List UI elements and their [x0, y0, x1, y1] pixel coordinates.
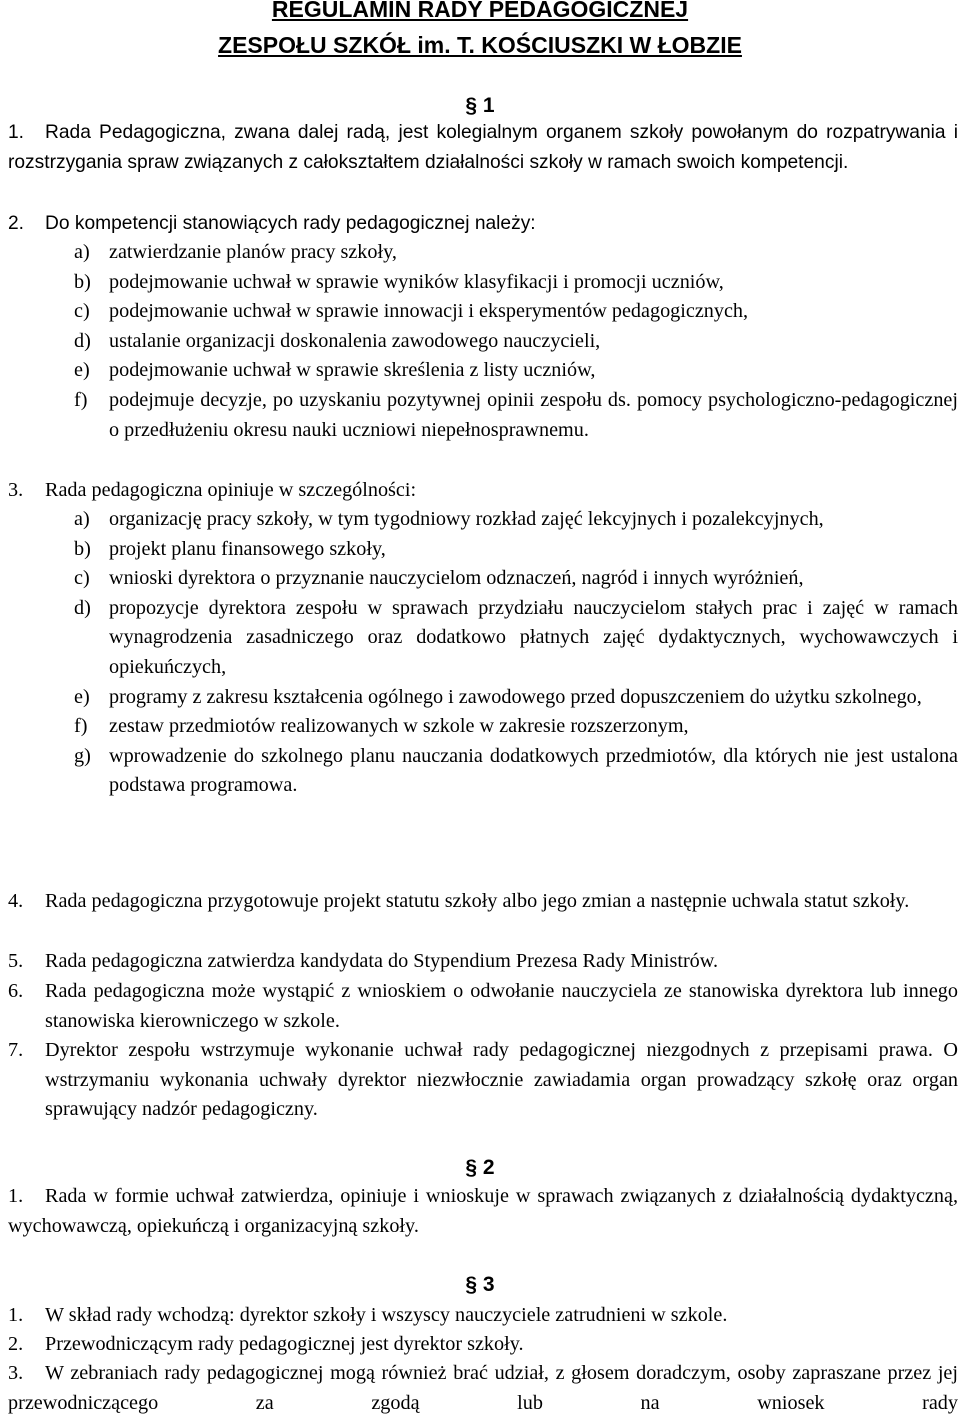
list-letter: g) [74, 744, 91, 767]
paragraph-3-1 [8, 1301, 958, 1331]
paragraph-1-3-list [8, 505, 958, 801]
list-text: podejmowanie uchwał w sprawie innowacji i eksperymentów pedagogicznych, [109, 300, 749, 323]
paragraph-text: Rada pedagogiczna opiniuje w szczególności: [45, 479, 417, 501]
list-text: wnioski dyrektora o przyznanie nauczycielom odznaczeń, nagród i innych wyróżnień, [109, 567, 804, 590]
list-text: zatwierdzanie planów pracy szkoły, [109, 241, 397, 263]
list-item [45, 594, 958, 683]
paragraph-3-2 [8, 1330, 958, 1360]
list-text: podejmowanie uchwał w sprawie skreślenia z listy uczniów, [109, 359, 596, 382]
list-text: podejmowanie uchwał w sprawie wyników klasyfikacji i promocji uczniów, [109, 270, 724, 293]
paragraph-1-6 [8, 977, 958, 1036]
list-item [45, 356, 958, 386]
list-letter: f) [74, 388, 88, 411]
paragraph-text: W zebraniach rady pedagogicznej mogą również brać udział, z głosem doradczym, osoby zapraszane przez jej przewodniczącego za zgodą lub na wniosek rady [8, 1362, 958, 1414]
paragraph-text: Rada w formie uchwał zatwierdza, opiniuje i wnioskuje w sprawach związanych z działalnością dydaktyczną, wychowawczą, opiekuńczą i organizacyjną szkoły. [8, 1185, 958, 1237]
paragraph-1-2-list [8, 238, 958, 445]
paragraph-1-7 [8, 1036, 958, 1125]
list-text: zestaw przedmiotów realizowanych w szkole w zakresie rozszerzonym, [109, 715, 689, 738]
paragraph-2-1 [8, 1182, 958, 1241]
paragraph-number: 7. [8, 1039, 24, 1061]
list-item [45, 712, 958, 742]
paragraph-1-4 [8, 887, 958, 917]
paragraph-3-3 [8, 1359, 958, 1418]
list-letter: b) [74, 537, 91, 560]
section-heading-1: § 1 [465, 94, 495, 117]
list-text: wprowadzenie do szkolnego planu nauczania dodatkowych przedmiotów, dla których nie jest ustalona podstawa programowa. [109, 744, 958, 797]
section-heading-2: § 2 [465, 1156, 495, 1179]
paragraph-number: 4. [8, 890, 24, 912]
list-item [45, 386, 958, 445]
paragraph-text: Rada Pedagogiczna, zwana dalej radą, jest kolegialnym organem szkoły powołanym do rozpatrywania i rozstrzygania spraw związanych z całokształtem działalności szkoły w ramach swoich kompetencji. [8, 122, 958, 173]
paragraph-number: 1. [8, 1185, 24, 1207]
paragraph-number: 3. [8, 479, 24, 501]
list-text: organizację pracy szkoły, w tym tygodniowy rozkład zajęć lekcyjnych i pozalekcyjnych, [109, 508, 824, 530]
list-item [45, 742, 958, 801]
paragraph-1-2 [8, 209, 958, 239]
paragraph-1-5 [8, 947, 958, 977]
list-letter: a) [74, 508, 90, 530]
paragraph-1-1 [8, 118, 958, 177]
list-letter: a) [74, 241, 90, 263]
paragraph-number: 3. [8, 1362, 24, 1384]
list-item [45, 268, 958, 298]
list-item [45, 535, 958, 565]
document-title: REGULAMIN RADY PEDAGOGICZNEJ [271, 0, 689, 22]
list-text: projekt planu finansowego szkoły, [109, 537, 386, 560]
list-item [45, 327, 958, 357]
paragraph-text: Rada pedagogiczna zatwierdza kandydata do Stypendium Prezesa Rady Ministrów. [45, 950, 719, 972]
paragraph-number: 1. [8, 122, 25, 143]
list-item [45, 238, 958, 268]
list-letter: b) [74, 270, 91, 293]
list-letter: e) [74, 685, 90, 708]
paragraph-text: Rada pedagogiczna przygotowuje projekt statutu szkoły albo jego zmian a następnie uchwala statut szkoły. [45, 890, 910, 912]
list-text: propozycje dyrektora zespołu w sprawach przydziału nauczycielom stałych prac i zajęć w ramach wynagrodzenia zasadniczego oraz dodatkowo płatnych zajęć dydaktycznych, wychowawczych i opiekuńczych, [109, 596, 958, 678]
list-text: podejmuje decyzje, po uzyskaniu pozytywnej opinii zespołu ds. pomocy psychologiczno-pedagogicznej o przedłużeniu okresu nauki uczniowi niepełnosprawnemu. [109, 388, 958, 441]
paragraph-number: 2. [8, 213, 25, 234]
paragraph-1-3 [8, 476, 958, 506]
list-item [45, 297, 958, 327]
list-letter: f) [74, 715, 88, 738]
section-heading-3: § 3 [465, 1273, 495, 1296]
paragraph-text: Dyrektor zespołu wstrzymuje wykonanie uchwał rady pedagogicznej niezgodnych z przepisami prawa. O wstrzymaniu wykonania uchwały dyrektor niezwłocznie zawiadamia organ prowadzący szkołę oraz organ sprawujący nadzór pedagogiczny. [45, 1039, 958, 1121]
list-letter: e) [74, 359, 90, 382]
paragraph-text: Rada pedagogiczna może wystąpić z wnioskiem o odwołanie nauczyciela ze stanowiska dyrektora lub innego stanowiska kierowniczego w szkole. [45, 980, 958, 1032]
list-letter: c) [74, 300, 90, 323]
paragraph-number: 2. [8, 1333, 24, 1355]
list-item [45, 564, 958, 594]
list-item [45, 683, 958, 713]
paragraph-number: 5. [8, 950, 24, 972]
list-letter: c) [74, 567, 90, 590]
paragraph-text: Do kompetencji stanowiących rady pedagogicznej należy: [45, 213, 536, 234]
paragraph-number: 6. [8, 980, 24, 1002]
paragraph-text: W skład rady wchodzą: dyrektor szkoły i wszyscy nauczyciele zatrudnieni w szkole. [45, 1304, 728, 1326]
paragraph-number: 1. [8, 1304, 24, 1326]
paragraph-text: Przewodniczącym rady pedagogicznej jest dyrektor szkoły. [45, 1333, 524, 1355]
list-letter: d) [74, 329, 91, 352]
list-text: ustalanie organizacji doskonalenia zawodowego nauczycieli, [109, 329, 601, 352]
list-letter: d) [74, 596, 91, 619]
document-subtitle: ZESPOŁU SZKÓŁ im. T. KOŚCIUSZKI W ŁOBZIE [218, 32, 742, 58]
list-text: programy z zakresu kształcenia ogólnego i zawodowego przed dopuszczeniem do użytku szkolnego, [109, 685, 922, 708]
list-item [45, 505, 958, 535]
